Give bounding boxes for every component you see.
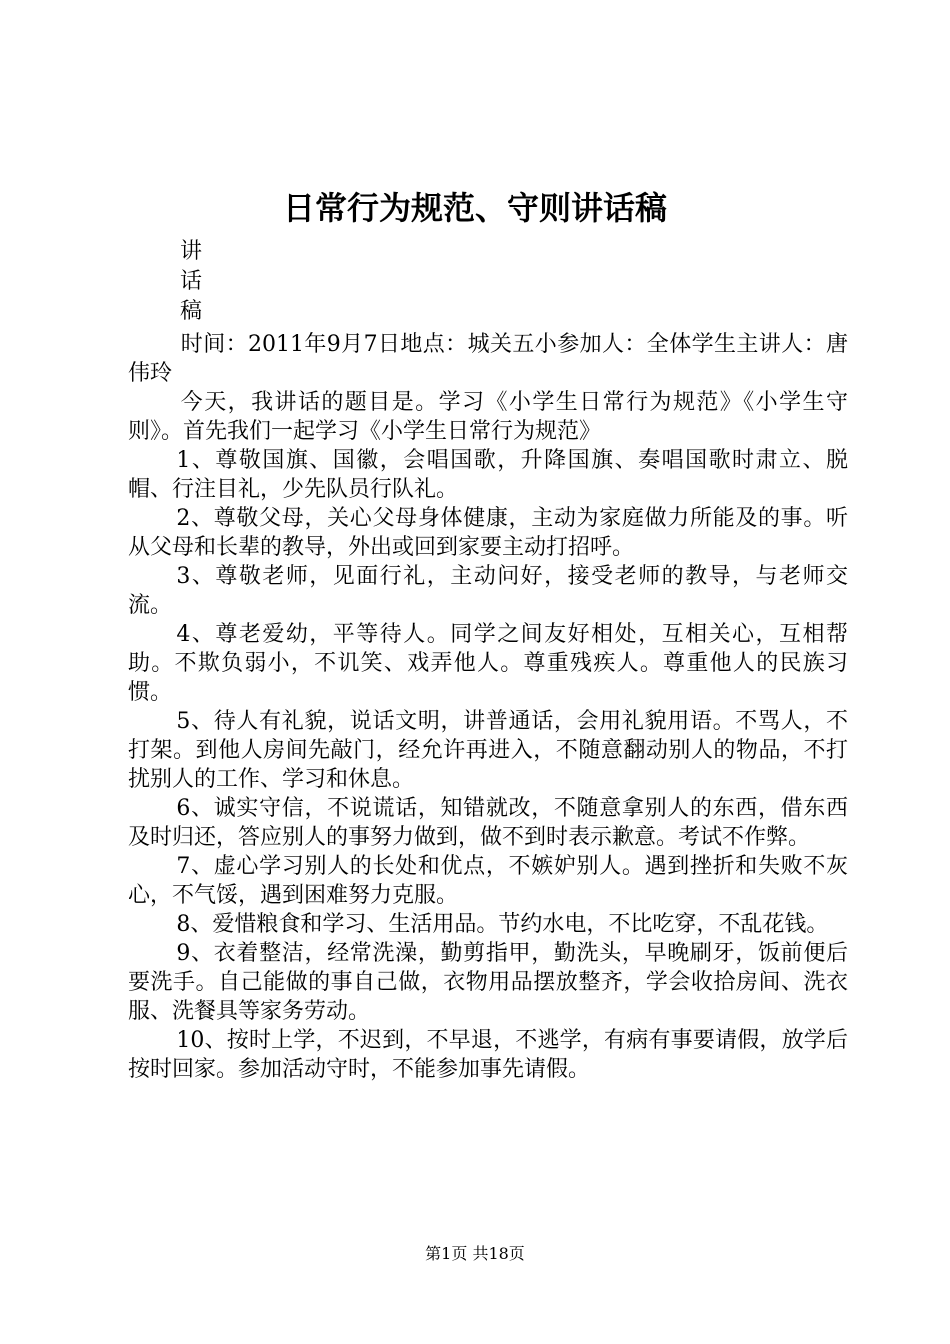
document-body [128, 330, 848, 1084]
rule-paragraph-7: 7、虚心学习别人的长处和优点，不嫉妒别人。遇到挫折和失败不灰心，不气馁，遇到困难努力克服。 [128, 854, 848, 908]
rule-paragraph-1: 1、尊敬国旗、国徽，会唱国歌，升降国旗、奏唱国歌时肃立、脱帽、行注目礼，少先队员行队礼。 [128, 448, 848, 502]
page-footer: 第1页 共18页 [425, 1244, 525, 1263]
page-title: 日常行为规范、守则讲话稿 [282, 189, 667, 227]
meta-line: 时间：2011年9月7日地点：城关五小参加人：全体学生主讲人：唐伟玲 [128, 332, 849, 386]
rule-paragraph-5: 5、待人有礼貌，说话文明，讲普通话，会用礼貌用语。不骂人，不打架。到他人房间先敲门，经允许再进入，不随意翻动别人的物品，不打扰别人的工作、学习和休息。 [128, 709, 848, 792]
rule-paragraph-9: 9、衣着整洁，经常洗澡，勤剪指甲，勤洗头，早晚刷牙，饭前便后要洗手。自己能做的事自己做，衣物用品摆放整齐，学会收拾房间、洗衣服、洗餐具等家务劳动。 [128, 941, 848, 1024]
vertical-label-char: 稿 [180, 299, 203, 324]
rule-paragraph-3: 3、尊敬老师，见面行礼，主动问好，接受老师的教导，与老师交流。 [128, 564, 848, 618]
rule-paragraph-2: 2、尊敬父母，关心父母身体健康，主动为家庭做力所能及的事。听从父母和长辈的教导，外出或回到家要主动打招呼。 [128, 506, 848, 560]
vertical-label-char: 讲 [180, 239, 203, 264]
rule-paragraph-4: 4、尊老爱幼，平等待人。同学之间友好相处，互相关心，互相帮助。不欺负弱小，不讥笑、戏弄他人。尊重残疾人。尊重他人的民族习惯。 [128, 622, 848, 705]
intro-paragraph: 今天，我讲话的题目是。学习《小学生日常行为规范》《小学生守则》。首先我们一起学习《小学生日常行为规范》 [128, 390, 848, 444]
rule-paragraph-10: 10、按时上学，不迟到，不早退，不逃学，有病有事要请假，放学后按时回家。参加活动守时，不能参加事先请假。 [128, 1028, 848, 1082]
vertical-label [180, 237, 210, 327]
vertical-label-char: 话 [180, 269, 203, 294]
rule-paragraph-6: 6、诚实守信，不说谎话，知错就改，不随意拿别人的东西，借东西及时归还，答应别人的事努力做到，做不到时表示歉意。考试不作弊。 [128, 796, 848, 850]
rule-paragraph-8: 8、爱惜粮食和学习、生活用品。节约水电，不比吃穿，不乱花钱。 [176, 912, 829, 937]
